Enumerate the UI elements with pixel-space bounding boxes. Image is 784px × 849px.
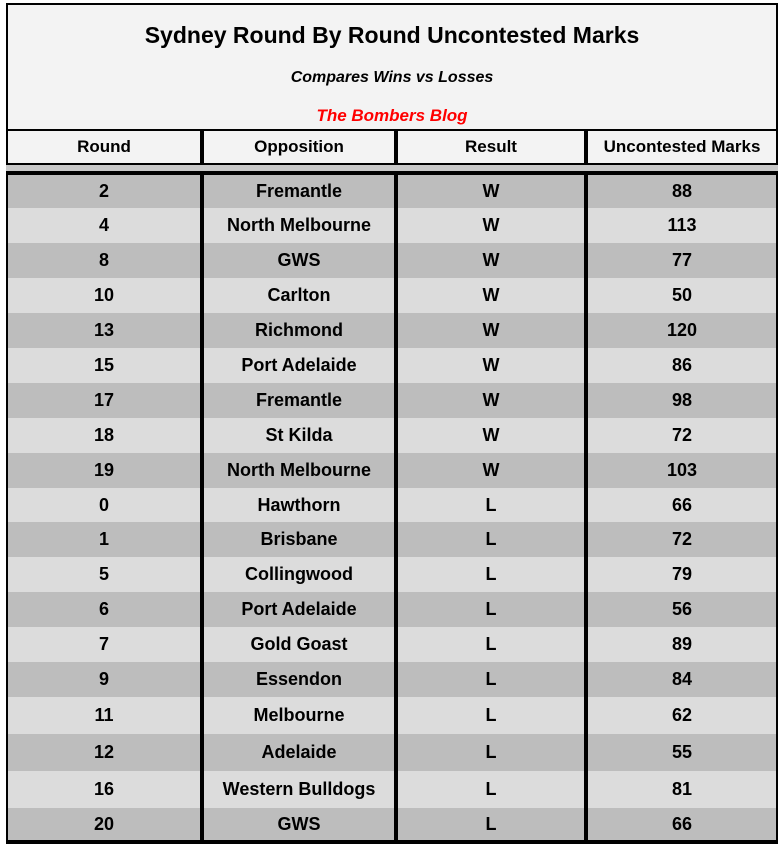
column-divider: [394, 243, 398, 278]
column-divider: [200, 592, 204, 627]
cell-uncontested-marks: 50: [671, 285, 693, 305]
cell-result: L: [485, 634, 497, 654]
column-divider: [584, 488, 588, 522]
cell-round: 10: [93, 285, 115, 305]
cell-round: 11: [94, 705, 114, 725]
cell-uncontested-marks: 88: [671, 181, 693, 201]
cell-round: 4: [98, 215, 109, 235]
table-row: [8, 627, 776, 662]
table-row: [8, 175, 776, 208]
cell-round: 13: [93, 320, 115, 340]
column-divider: [200, 771, 204, 808]
cell-opposition: Richmond: [255, 320, 343, 340]
table-row: [8, 313, 776, 348]
table-row: [8, 348, 776, 383]
table-row: [8, 208, 776, 243]
cell-uncontested-marks: 103: [666, 460, 698, 480]
cell-opposition: St Kilda: [265, 425, 333, 445]
cell-uncontested-marks: 62: [671, 705, 693, 725]
column-divider: [200, 208, 204, 243]
table-row: [8, 592, 776, 627]
header-uncontested-marks: Uncontested Marks: [586, 129, 778, 165]
cell-uncontested-marks: 66: [671, 813, 693, 834]
cell-result: L: [485, 813, 497, 834]
column-divider: [200, 488, 204, 522]
column-divider: [394, 418, 398, 453]
cell-round: 12: [93, 742, 115, 762]
cell-round: 0: [98, 494, 109, 515]
column-divider: [200, 348, 204, 383]
cell-result: L: [485, 564, 497, 584]
cell-round: 17: [93, 390, 115, 410]
cell-result: L: [485, 529, 497, 549]
cell-opposition: Essendon: [255, 669, 343, 689]
cell-opposition: Collingwood: [245, 564, 353, 584]
page-title: Sydney Round By Round Uncontested Marks: [144, 22, 640, 48]
table-row: [8, 771, 776, 808]
cell-round: 15: [93, 355, 115, 375]
column-divider: [394, 208, 398, 243]
column-divider: [584, 592, 588, 627]
cell-opposition: Port Adelaide: [241, 599, 357, 619]
cell-result: L: [485, 669, 497, 689]
column-divider: [200, 418, 204, 453]
cell-opposition: Carlton: [267, 285, 331, 305]
column-divider: [584, 697, 588, 734]
column-divider: [200, 453, 204, 488]
table-row: [8, 488, 776, 522]
cell-uncontested-marks: 55: [671, 742, 693, 762]
column-divider: [584, 771, 588, 808]
column-divider: [584, 313, 588, 348]
column-divider: [394, 734, 398, 771]
cell-round: 18: [93, 425, 115, 445]
cell-opposition: Fremantle: [255, 390, 343, 410]
column-divider: [394, 522, 398, 557]
column-divider: [200, 522, 204, 557]
cell-opposition: Port Adelaide: [241, 355, 357, 375]
column-divider: [584, 348, 588, 383]
cell-uncontested-marks: 84: [671, 669, 693, 689]
cell-opposition: GWS: [277, 250, 321, 270]
column-divider: [584, 662, 588, 697]
column-divider: [200, 662, 204, 697]
cell-uncontested-marks: 56: [671, 599, 693, 619]
cell-uncontested-marks: 86: [671, 355, 693, 375]
cell-round: 19: [93, 460, 115, 480]
column-divider: [584, 243, 588, 278]
cell-result: W: [482, 181, 500, 201]
table-row: [8, 453, 776, 488]
column-divider: [394, 175, 398, 208]
table-row: [8, 662, 776, 697]
header-round: Round: [6, 129, 202, 165]
table-row: [8, 697, 776, 734]
column-divider: [200, 734, 204, 771]
cell-result: W: [482, 320, 500, 340]
blog-name: The Bombers Blog: [316, 106, 468, 125]
cell-result: W: [482, 215, 500, 235]
column-divider: [584, 418, 588, 453]
data-table: [6, 171, 778, 844]
column-divider: [584, 278, 588, 313]
cell-result: W: [482, 355, 500, 375]
table-row: [8, 734, 776, 771]
stats-sheet: [6, 3, 778, 844]
cell-result: W: [482, 285, 500, 305]
cell-opposition: Western Bulldogs: [222, 779, 376, 799]
column-divider: [394, 557, 398, 592]
cell-round: 16: [93, 779, 115, 799]
cell-opposition: Gold Goast: [250, 634, 348, 654]
column-divider: [200, 175, 204, 208]
cell-uncontested-marks: 66: [671, 494, 693, 515]
column-divider: [394, 383, 398, 418]
column-divider: [394, 488, 398, 522]
cell-uncontested-marks: 98: [671, 390, 693, 410]
column-divider: [200, 383, 204, 418]
table-row: [8, 557, 776, 592]
column-divider: [394, 697, 398, 734]
cell-opposition: Brisbane: [260, 529, 338, 549]
column-divider: [394, 348, 398, 383]
column-divider: [394, 592, 398, 627]
cell-round: 7: [98, 634, 109, 654]
cell-round: 9: [98, 669, 109, 689]
cell-opposition: North Melbourne: [227, 460, 371, 480]
cell-round: 8: [98, 250, 109, 270]
cell-uncontested-marks: 72: [671, 529, 693, 549]
cell-round: 20: [93, 813, 115, 834]
column-divider: [394, 771, 398, 808]
page-subtitle: Compares Wins vs Losses: [290, 69, 494, 86]
cell-opposition: North Melbourne: [227, 215, 371, 235]
cell-result: L: [485, 705, 497, 725]
column-divider: [584, 734, 588, 771]
column-divider: [200, 697, 204, 734]
cell-uncontested-marks: 72: [671, 425, 693, 445]
cell-result: W: [482, 425, 500, 445]
column-divider: [394, 662, 398, 697]
table-row: [8, 383, 776, 418]
cell-result: W: [482, 390, 500, 410]
column-divider: [394, 313, 398, 348]
table-row: [8, 418, 776, 453]
header-result: Result: [396, 129, 586, 165]
cell-opposition: GWS: [277, 813, 321, 834]
column-divider: [394, 453, 398, 488]
column-divider: [394, 627, 398, 662]
cell-opposition: Melbourne: [253, 705, 345, 725]
table-row: [8, 522, 776, 557]
cell-result: W: [482, 250, 500, 270]
cell-uncontested-marks: 89: [671, 634, 693, 654]
cell-opposition: Fremantle: [255, 181, 343, 201]
cell-round: 5: [98, 564, 109, 584]
table-row: [8, 808, 776, 840]
cell-round: 6: [98, 599, 109, 619]
column-divider: [200, 808, 204, 840]
column-divider: [200, 627, 204, 662]
table-header: [6, 129, 778, 165]
cell-uncontested-marks: 113: [667, 215, 697, 235]
cell-uncontested-marks: 81: [671, 779, 693, 799]
cell-round: 1: [98, 529, 109, 549]
cell-result: L: [485, 599, 497, 619]
table-row: [8, 243, 776, 278]
column-divider: [584, 627, 588, 662]
table-row: [8, 278, 776, 313]
cell-uncontested-marks: 77: [671, 250, 693, 270]
cell-result: W: [482, 460, 500, 480]
column-divider: [584, 453, 588, 488]
cell-round: 2: [98, 181, 109, 201]
cell-opposition: Adelaide: [261, 742, 337, 762]
cell-uncontested-marks: 79: [671, 564, 693, 584]
column-divider: [394, 808, 398, 840]
column-divider: [584, 208, 588, 243]
column-divider: [584, 383, 588, 418]
cell-result: L: [485, 742, 497, 762]
cell-result: L: [485, 779, 497, 799]
cell-result: L: [485, 494, 497, 515]
column-divider: [200, 313, 204, 348]
column-divider: [584, 175, 588, 208]
column-divider: [200, 243, 204, 278]
cell-opposition: Hawthorn: [257, 494, 341, 515]
column-divider: [584, 557, 588, 592]
column-divider: [584, 522, 588, 557]
title-block: [6, 3, 778, 131]
cell-uncontested-marks: 120: [666, 320, 698, 340]
column-divider: [200, 278, 204, 313]
header-opposition: Opposition: [202, 129, 396, 165]
column-divider: [584, 808, 588, 840]
column-divider: [200, 557, 204, 592]
column-divider: [394, 278, 398, 313]
